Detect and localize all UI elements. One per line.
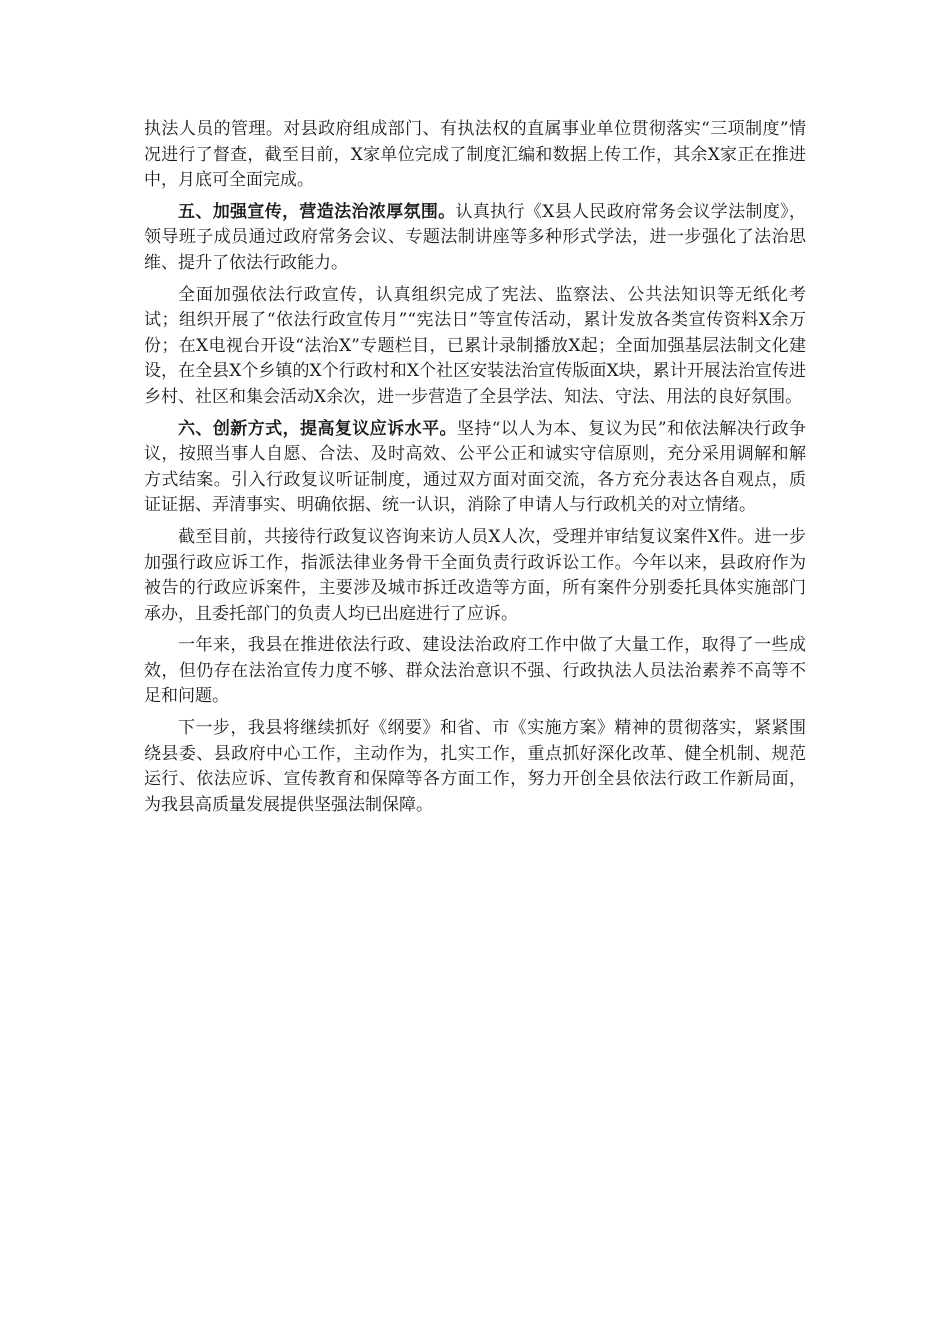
paragraph-text: 下一步，我县将继续抓好《纲要》和省、市《实施方案》精神的贯彻落实，紧紧围绕县委、县政府中心工作，主动作为，扎实工作，重点抓好深化改革、健全机制、规范运行、依法应诉、宣传教育和保障等各方面工作，努力开创全县依法行政工作新局面，为我县高质量发展提供坚强法制保障。 (144, 718, 806, 815)
paragraph-text: 坚持“以人为本、复议为民”和依法解决行政争议，按照当事人自愿、合法、及时高效、公平公正和诚实守信原则，充分采用调解和解方式结案。引入行政复议听证制度，通过双方面对面交流，各方充分表达各自观点，质证证据、弄清事实、明确依据、统一认识，消除了申请人与行政机关的对立情绪。 (144, 418, 806, 516)
section-heading-5: 五、加强宣传，营造法治浓厚氛围。 (178, 201, 456, 222)
paragraph-1 (144, 117, 806, 194)
section-heading-6: 六、创新方式，提高复议应诉水平。 (178, 418, 457, 439)
paragraph-text: 认真执行《X县人民政府常务会议学法制度》，领导班子成员通过政府常务会议、专题法制讲座等多种形式学法，进一步强化了法治思维、提升了依法行政能力。 (144, 201, 807, 273)
document-body (144, 117, 806, 824)
paragraph-text: 一年来，我县在推进依法行政、建设法治政府工作中做了大量工作，取得了一些成效，但仍存在法治宣传力度不够、群众法治意识不强、行政执法人员法治素养不高等不足和问题。 (144, 635, 806, 707)
paragraph-text: 截至目前，共接待行政复议咨询来访人员X人次，受理并审结复议案件X件。进一步加强行政应诉工作，指派法律业务骨干全面负责行政诉讼工作。今年以来，县政府作为被告的行政应诉案件，主要涉及城市拆迁改造等方面，所有案件分别委托具体实施部门承办，且委托部门的负责人均已出庭进行了应诉。 (144, 526, 806, 624)
paragraph-3 (144, 283, 806, 411)
paragraph-2 (144, 200, 806, 277)
paragraph-text: 执法人员的管理。对县政府组成部门、有执法权的直属事业单位贯彻落实“三项制度”情况进行了督查，截至目前，X家单位完成了制度汇编和数据上传工作，其余X家正在推进中，月底可全面完成。 (144, 119, 806, 191)
paragraph-6 (144, 633, 806, 710)
paragraph-text: 全面加强依法行政宣传，认真组织完成了宪法、监察法、公共法知识等无纸化考试；组织开展了“依法行政宣传月”“宪法日”等宣传活动，累计发放各类宣传资料X余万份；在X电视台开设“法治X”专题栏目，已累计录制播放X起；全面加强基层法制文化建设，在全县X个乡镇的X个行政村和X个社区安装法治宣传版面X块，累计开展法治宣传进乡村、社区和集会活动X余次，进一步营造了全县学法、知法、守法、用法的良好氛围。 (144, 284, 806, 407)
paragraph-5 (144, 525, 806, 627)
paragraph-7 (144, 716, 806, 818)
paragraph-4 (144, 417, 806, 519)
